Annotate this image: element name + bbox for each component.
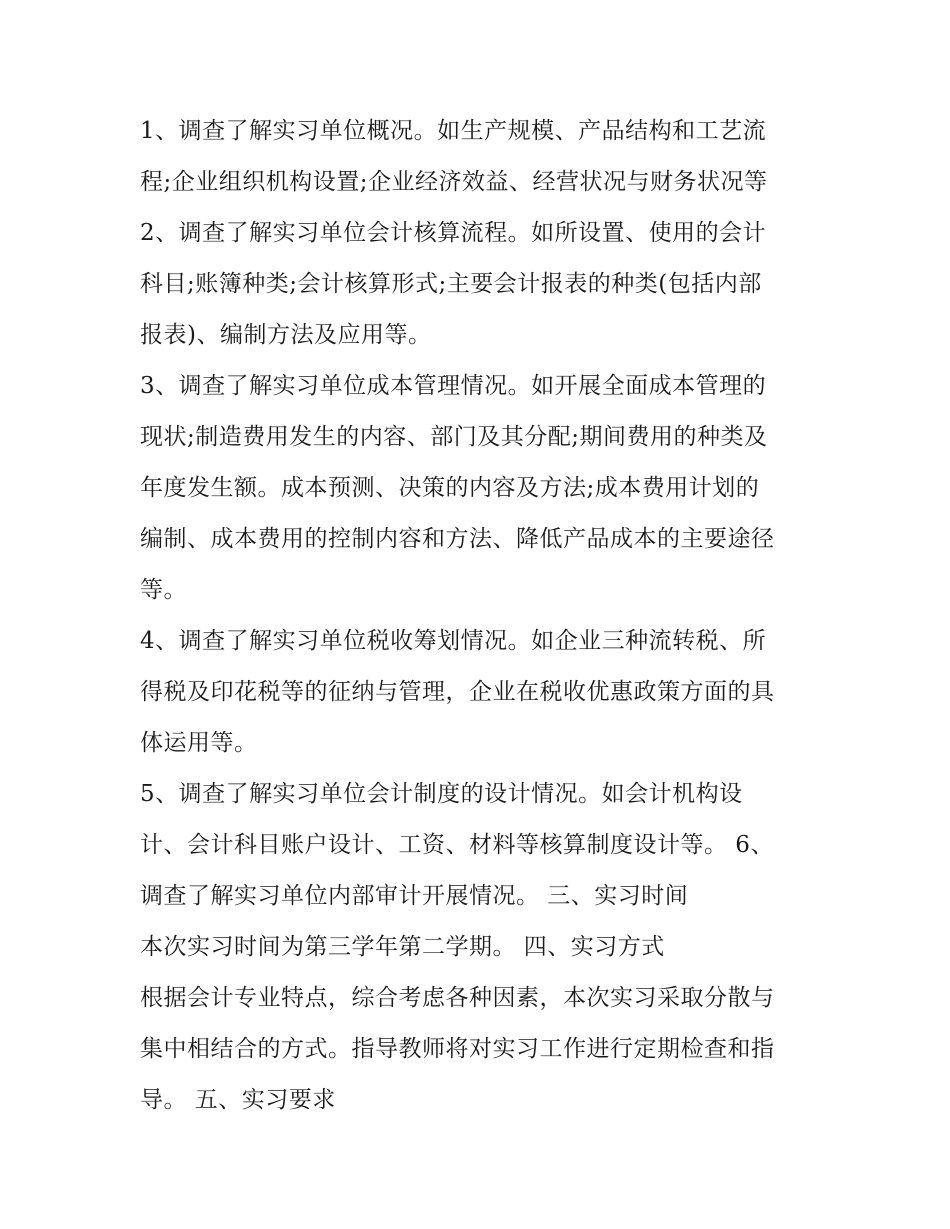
text-line-15: 计、会计科目账户设计、工资、材料等核算制度设计等。 6、 xyxy=(140,832,774,858)
text-line-18: 根据会计专业特点，综合考虑各种因素，本次实习采取分散与 xyxy=(140,985,775,1011)
text-line-12: 得税及印花税等的征纳与管理，企业在税收优惠政策方面的具 xyxy=(140,679,775,705)
text-line-17: 本次实习时间为第三学年第二学期。 四、实习方式 xyxy=(140,934,665,960)
document-body xyxy=(140,106,820,1126)
text-line-19: 集中相结合的方式。指导教师将对实习工作进行定期检查和指 xyxy=(140,1036,775,1062)
text-line-14: 5、调查了解实习单位会计制度的设计情况。如会计机构设 xyxy=(140,781,743,807)
text-line-3: 2、调查了解实习单位会计核算流程。如所设置、使用的会计 xyxy=(140,220,767,246)
text-line-16: 调查了解实习单位内部审计开展情况。 三、实习时间 xyxy=(140,883,689,909)
text-line-9: 编制、成本费用的控制内容和方法、降低产品成本的主要途径 xyxy=(140,526,775,552)
text-line-5: 报表)、编制方法及应用等。 xyxy=(140,322,432,348)
text-line-4: 科目;账簿种类;会计核算形式;主要会计报表的种类(包括内部 xyxy=(140,271,762,297)
text-line-10: 等。 xyxy=(140,577,187,603)
text-line-13: 体运用等。 xyxy=(140,730,258,756)
text-line-20: 导。 五、实习要求 xyxy=(140,1087,336,1113)
text-line-7: 现状;制造费用发生的内容、部门及其分配;期间费用的种类及 xyxy=(140,424,768,450)
text-line-2: 程;企业组织机构设置;企业经济效益、经营状况与财务状况等 xyxy=(140,169,768,195)
text-line-6: 3、调查了解实习单位成本管理情况。如开展全面成本管理的 xyxy=(140,373,767,399)
text-line-8: 年度发生额。成本预测、决策的内容及方法;成本费用计划的 xyxy=(140,475,760,501)
text-line-11: 4、调查了解实习单位税收筹划情况。如企业三种流转税、所 xyxy=(140,628,767,654)
text-line-1: 1、调查了解实习单位概况。如生产规模、产品结构和工艺流 xyxy=(140,118,767,144)
